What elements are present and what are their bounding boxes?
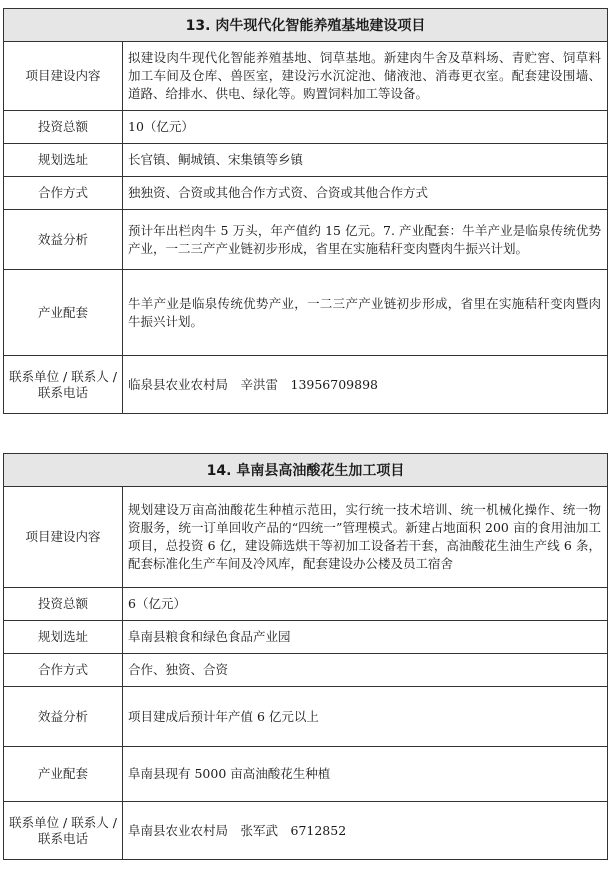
row-value: 长官镇、鲖城镇、宋集镇等乡镇 <box>128 152 304 167</box>
row-value: 拟建设肉牛现代化智能养殖基地、饲草基地。新建肉牛舍及草料场、青贮窖、饲草料加工车间及仓库、兽医室，建设污水沉淀池、储液池、消毒更衣室。配套建设围墙、道路、给排水、供电、绿化等。购置饲料加工等设备。 <box>128 50 601 101</box>
row-label: 项目建设内容 <box>4 42 123 110</box>
row-label: 规划选址 <box>4 621 123 653</box>
row-value: 阜南县农业农村局 张军武 6712852 <box>128 822 347 838</box>
row-value: 牛羊产业是临泉传统优势产业，一二三产产业链初步形成，省里在实施秸秆变肉暨肉牛振兴计划。 <box>128 295 601 329</box>
row-industry-support <box>4 270 607 356</box>
row-label: 产业配套 <box>4 747 123 801</box>
row-contact <box>4 356 607 413</box>
row-value: 临泉县农业农村局 辛洪雷 13956709898 <box>128 376 378 392</box>
project-title: 13. 肉牛现代化智能养殖基地建设项目 <box>4 9 607 42</box>
row-construction-content <box>4 487 607 588</box>
row-cooperation-mode <box>4 177 607 210</box>
row-benefit-analysis <box>4 210 607 270</box>
row-value: 6（亿元） <box>128 596 186 611</box>
row-total-investment <box>4 588 607 621</box>
row-label: 合作方式 <box>4 654 123 686</box>
row-contact <box>4 802 607 859</box>
row-label: 产业配套 <box>4 270 123 355</box>
row-benefit-analysis <box>4 687 607 747</box>
row-label: 效益分析 <box>4 687 123 746</box>
project-table-14 <box>3 453 608 860</box>
row-label: 规划选址 <box>4 144 123 176</box>
row-total-investment <box>4 111 607 144</box>
row-planned-site <box>4 621 607 654</box>
row-label: 项目建设内容 <box>4 487 123 587</box>
row-value: 合作、独资、合资 <box>128 662 229 677</box>
row-label: 投资总额 <box>4 111 123 143</box>
project-title: 14. 阜南县高油酸花生加工项目 <box>4 454 607 487</box>
row-label: 合作方式 <box>4 177 123 209</box>
row-label: 联系单位 / 联系人 / 联系电话 <box>4 356 123 413</box>
row-value: 独独资、合资或其他合作方式资、合资或其他合作方式 <box>128 185 429 200</box>
row-cooperation-mode <box>4 654 607 687</box>
row-label: 联系单位 / 联系人 / 联系电话 <box>4 802 123 859</box>
row-construction-content <box>4 42 607 111</box>
row-value: 预计年出栏肉牛 5 万头，年产值约 15 亿元。7. 产业配套：牛羊产业是临泉传统优势产业，一二三产产业链初步形成，省里在实施秸秆变肉暨肉牛振兴计划。 <box>128 222 601 256</box>
project-table-13 <box>3 8 608 414</box>
row-value: 规划建设万亩高油酸花生种植示范田，实行统一技术培训、统一机械化操作、统一物资服务，统一订单回收产品的“四统一”管理模式。新建占地面积 200 亩的食用油加工项目，总投资 6 亿，建设筛选烘干等初加工设备若干套，高油酸花生油生产线 6 条，配套标准化生产车间及冷风库，配套建设办公楼及员工宿舍 <box>128 502 601 571</box>
row-value: 10（亿元） <box>128 119 194 134</box>
row-label: 效益分析 <box>4 210 123 269</box>
row-planned-site <box>4 144 607 177</box>
row-industry-support <box>4 747 607 802</box>
row-value: 阜南县粮食和绿色食品产业园 <box>128 629 291 644</box>
row-label: 投资总额 <box>4 588 123 620</box>
row-value: 阜南县现有 5000 亩高油酸花生种植 <box>128 766 331 781</box>
row-value: 项目建成后预计年产值 6 亿元以上 <box>128 708 319 724</box>
